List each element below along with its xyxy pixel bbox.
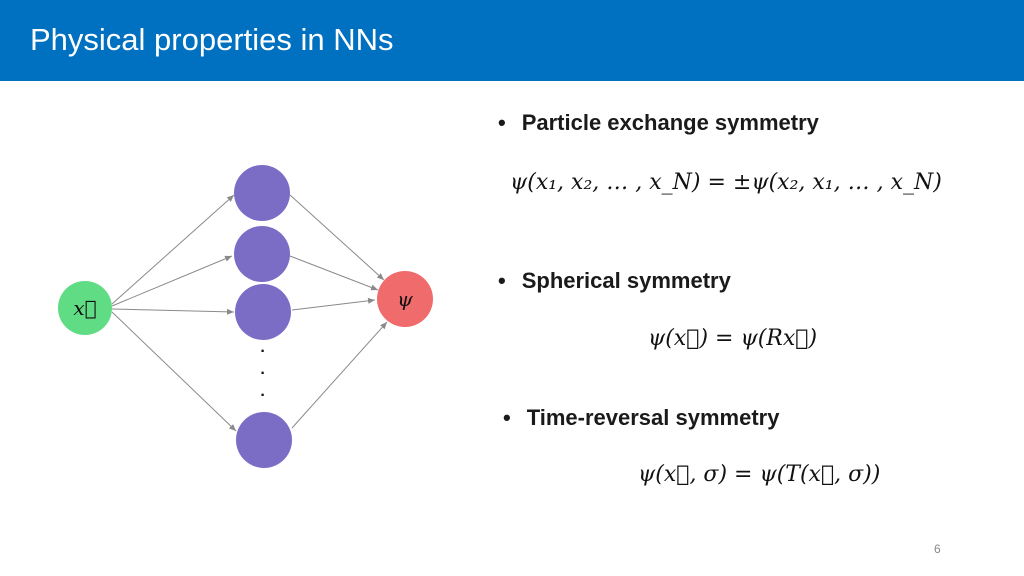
edge-hidden-output-2: [290, 256, 378, 290]
bullet-particle-exchange: [498, 110, 819, 136]
hidden-node-3: [235, 284, 291, 340]
ellipsis-dot-3: ·: [260, 387, 266, 404]
input-node-label: x⃗: [73, 296, 97, 320]
edge-input-hidden-4: [112, 312, 236, 431]
hidden-node-4: [236, 412, 292, 468]
hidden-node-1: [234, 165, 290, 221]
output-node-label: ψ: [397, 287, 413, 311]
edge-hidden-output-3: [292, 300, 375, 310]
bullet-dot: •: [498, 110, 506, 135]
edge-hidden-output-1: [290, 195, 384, 280]
edge-input-hidden-3: [112, 309, 234, 312]
bullet-label: Particle exchange symmetry: [521, 110, 819, 135]
bullet-label: Time-reversal symmetry: [526, 405, 780, 430]
bullet-dot: •: [503, 405, 511, 430]
bullet-label: Spherical symmetry: [521, 268, 731, 293]
bullet-spherical: [498, 268, 731, 294]
hidden-node-2: [234, 226, 290, 282]
equation-time-reversal: ψ(x⃗, σ) = ψ(T(x⃗, σ)): [638, 462, 881, 487]
edge-input-hidden-1: [112, 195, 234, 304]
slide-title: Physical properties in NNs: [30, 22, 394, 57]
ellipsis-dot-2: ·: [260, 365, 266, 382]
equation-particle-exchange: ψ(x₁, x₂, … , x_N) = ±ψ(x₂, x₁, … , x_N): [510, 170, 942, 195]
bullet-time-reversal: [503, 405, 779, 431]
page-number: 6: [934, 542, 941, 556]
ellipsis-dot-1: ·: [260, 343, 266, 360]
equation-spherical: ψ(x⃗) = ψ(Rx⃗): [648, 326, 818, 351]
bullet-dot: •: [498, 268, 506, 293]
edge-input-hidden-2: [112, 256, 232, 306]
edge-hidden-output-4: [292, 322, 387, 428]
